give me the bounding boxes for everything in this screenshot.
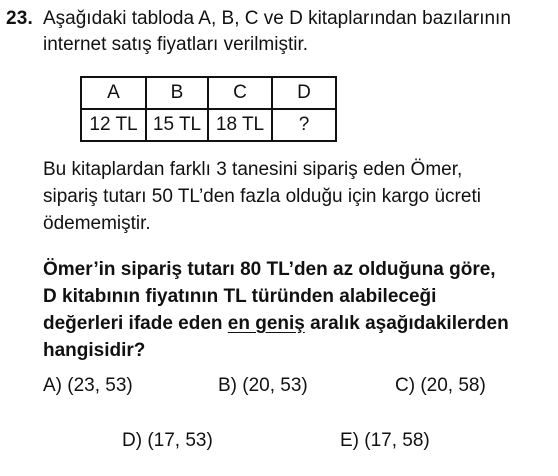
price-table-header-row: [81, 77, 336, 109]
question-stem-line-3: [43, 311, 509, 337]
price-table-value-a: 12 TL: [81, 109, 146, 141]
question-number: 23.: [6, 8, 34, 29]
answer-option-d[interactable]: D) (17, 53): [122, 430, 213, 451]
price-table-header-c: C: [208, 77, 272, 109]
answer-option-a[interactable]: A) (23, 53): [43, 375, 133, 396]
question-intro-line-1: Aşağıdaki tabloda A, B, C ve D kitaplarından bazılarının: [43, 8, 511, 29]
emphasis-underlined-text: en geniş: [227, 313, 305, 334]
question-stem-line-3-end: aralık aşağıdakilerden: [304, 313, 509, 334]
answer-option-c[interactable]: C) (20, 58): [395, 375, 486, 396]
answer-option-b[interactable]: B) (20, 53): [218, 375, 308, 396]
question-stem-line-1: Ömer’in sipariş tutarı 80 TL’den az olduğuna göre,: [43, 259, 496, 280]
price-table-header-b: B: [146, 77, 208, 109]
question-stem-line-3-start: değerleri ifade eden: [43, 313, 228, 334]
question-body-line-3: ödememiştir.: [43, 213, 151, 234]
price-table-value-c: 18 TL: [208, 109, 272, 141]
price-table-value-row: [81, 109, 336, 141]
question-stem-line-4: hangisidir?: [43, 340, 146, 361]
question-body-line-1: Bu kitaplardan farklı 3 tanesini sipariş eden Ömer,: [43, 159, 463, 180]
price-table: [80, 76, 337, 142]
question-intro-line-2: internet satış fiyatları verilmiştir.: [43, 34, 309, 55]
question-stem-line-2: D kitabının fiyatının TL türünden alabileceği: [43, 286, 437, 307]
price-table-header-a: A: [81, 77, 146, 109]
price-table-header-d: D: [272, 77, 336, 109]
question-body-line-2: sipariş tutarı 50 TL’den fazla olduğu için kargo ücreti: [43, 186, 481, 207]
price-table-value-d: ?: [272, 109, 336, 141]
price-table-value-b: 15 TL: [146, 109, 208, 141]
answer-option-e[interactable]: E) (17, 58): [340, 430, 430, 451]
